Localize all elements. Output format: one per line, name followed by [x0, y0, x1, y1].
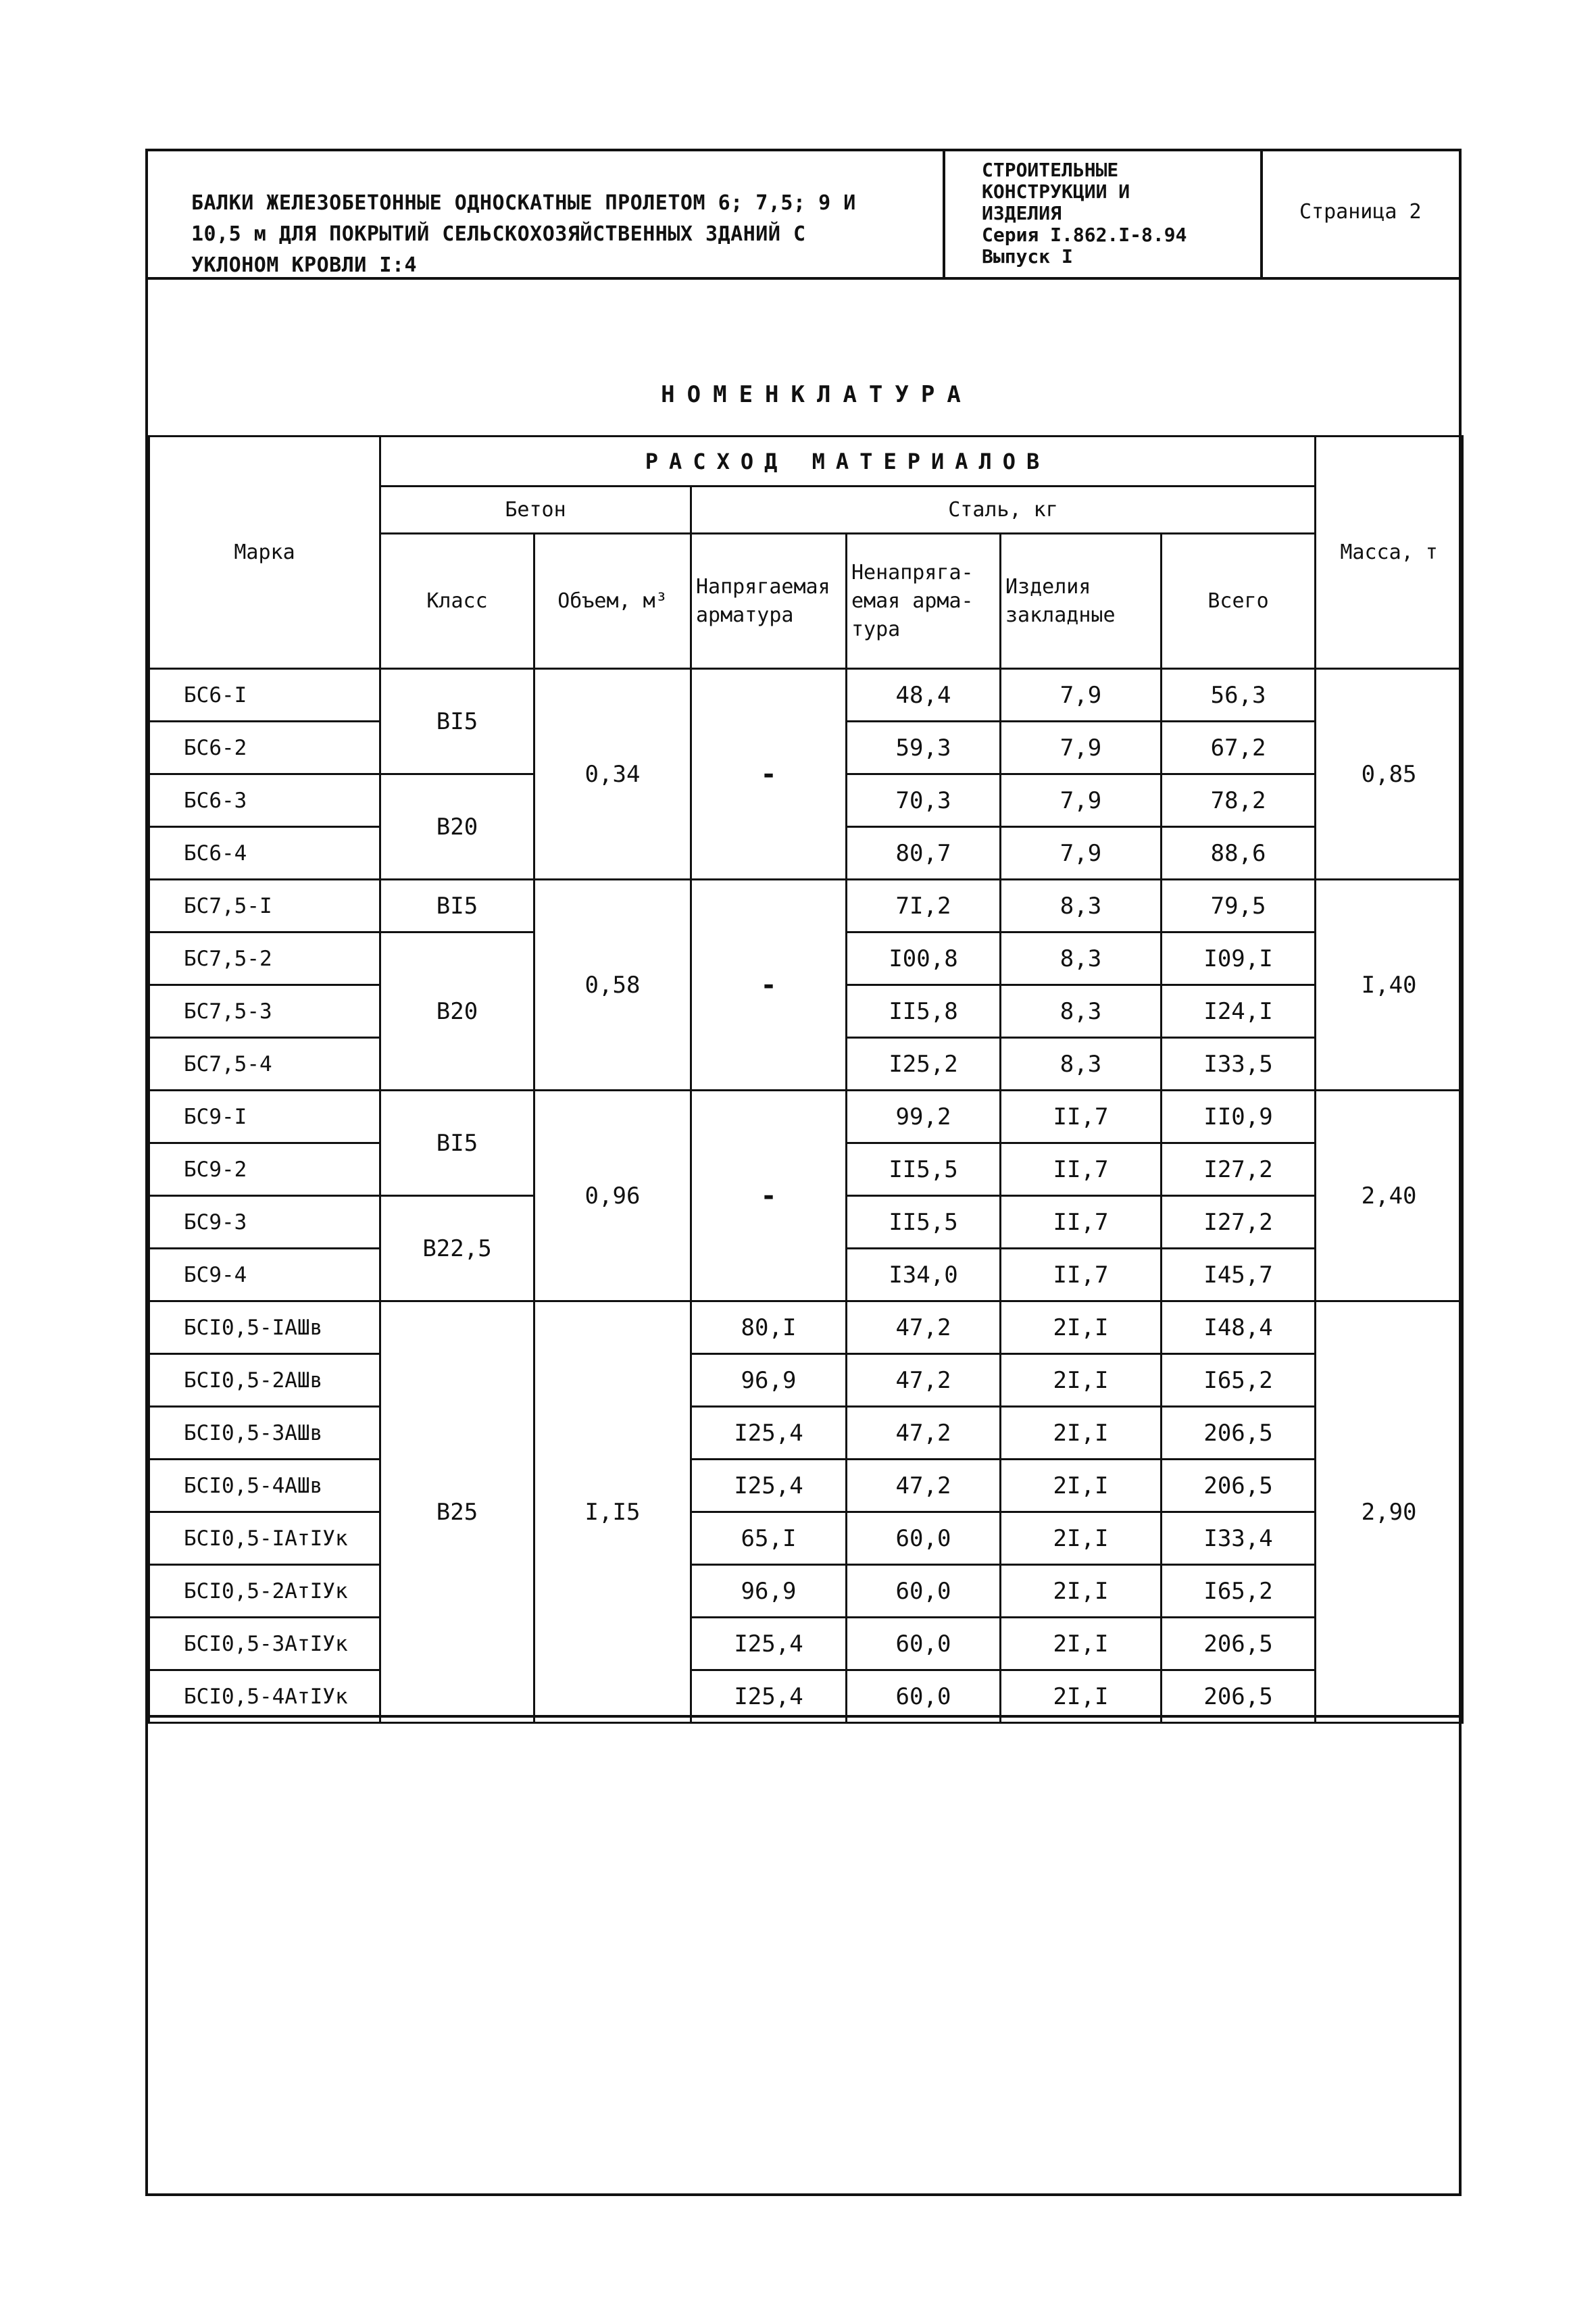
cell-embedded: 8,3: [1001, 880, 1162, 932]
table-row: [149, 1407, 1463, 1460]
cell-class: B20: [380, 774, 534, 880]
cell-total: I65,2: [1162, 1354, 1316, 1407]
cell-total: I33,5: [1162, 1038, 1316, 1091]
cell-embedded: II,7: [1001, 1091, 1162, 1143]
cell-embedded: 8,3: [1001, 932, 1162, 985]
cell-nonprestressed: 47,2: [847, 1407, 1001, 1460]
cell-nonprestressed: I34,0: [847, 1249, 1001, 1301]
cell-mark: БСI0,5-2АШв: [149, 1354, 380, 1407]
cell-embedded: 2I,I: [1001, 1460, 1162, 1512]
cell-mark: БС6-2: [149, 722, 380, 774]
cell-class: BI5: [380, 880, 534, 932]
cell-mark: БС9-3: [149, 1196, 380, 1249]
col-consumption: РАСХОД МАТЕРИАЛОВ: [380, 437, 1316, 487]
table-row: [149, 1460, 1463, 1512]
col-total: Всего: [1162, 534, 1316, 669]
series-line: КОНСТРУКЦИИ И: [982, 180, 1130, 203]
cell-total: 67,2: [1162, 722, 1316, 774]
cell-mass: 2,40: [1316, 1091, 1463, 1301]
cell-embedded: 2I,I: [1001, 1618, 1162, 1670]
cell-nonprestressed: 7I,2: [847, 880, 1001, 932]
cell-embedded: 2I,I: [1001, 1407, 1162, 1460]
cell-nonprestressed: 60,0: [847, 1670, 1001, 1723]
cell-mark: БС9-2: [149, 1143, 380, 1196]
cell-nonprestressed: 60,0: [847, 1565, 1001, 1618]
cell-embedded: 7,9: [1001, 827, 1162, 880]
series-line: Серия I.862.I-8.94: [982, 224, 1187, 246]
cell-total: 206,5: [1162, 1618, 1316, 1670]
cell-mark: БСI0,5-IАШв: [149, 1301, 380, 1354]
cell-embedded: 7,9: [1001, 669, 1162, 722]
series-line: СТРОИТЕЛЬНЫЕ: [982, 159, 1119, 181]
cell-embedded: 7,9: [1001, 722, 1162, 774]
cell-mark: БСI0,5-4АтIУк: [149, 1670, 380, 1723]
cell-total: II0,9: [1162, 1091, 1316, 1143]
cell-nonprestressed: 80,7: [847, 827, 1001, 880]
cell-mark: БС7,5-I: [149, 880, 380, 932]
cell-volume: 0,58: [534, 880, 691, 1091]
cell-prestressed: I25,4: [691, 1407, 847, 1460]
cell-total: 206,5: [1162, 1670, 1316, 1723]
col-mark: Марка: [149, 437, 380, 669]
cell-mass: 2,90: [1316, 1301, 1463, 1723]
title-line: БАЛКИ ЖЕЛЕЗОБЕТОННЫЕ ОДНОСКАТНЫЕ ПРОЛЕТОМ 6; 7,5; 9 И: [191, 191, 856, 215]
section-heading: НОМЕНКЛАТУРА: [661, 381, 973, 408]
cell-nonprestressed: 60,0: [847, 1512, 1001, 1565]
series-line: Выпуск I: [982, 245, 1073, 268]
cell-prestressed: 80,I: [691, 1301, 847, 1354]
table-row: [149, 1565, 1463, 1618]
cell-embedded: II,7: [1001, 1249, 1162, 1301]
cell-prestressed: 96,9: [691, 1354, 847, 1407]
series-block: [945, 151, 1263, 277]
cell-class: BI5: [380, 669, 534, 774]
cell-embedded: 2I,I: [1001, 1670, 1162, 1723]
table-bottom-rule: [148, 1715, 1459, 1718]
cell-embedded: 2I,I: [1001, 1512, 1162, 1565]
cell-volume: 0,34: [534, 669, 691, 880]
title-block: [148, 151, 1459, 280]
col-prestressed: Напрягаемая арматура: [691, 534, 847, 669]
col-embedded: Изделия закладные: [1001, 534, 1162, 669]
cell-total: I48,4: [1162, 1301, 1316, 1354]
cell-mark: БС9-4: [149, 1249, 380, 1301]
cell-total: I65,2: [1162, 1565, 1316, 1618]
cell-nonprestressed: 47,2: [847, 1354, 1001, 1407]
cell-mark: БС6-4: [149, 827, 380, 880]
table-row: [149, 1091, 1463, 1143]
cell-nonprestressed: II5,5: [847, 1143, 1001, 1196]
cell-mark: БСI0,5-3АтIУк: [149, 1618, 380, 1670]
col-class: Класс: [380, 534, 534, 669]
cell-class: BI5: [380, 1091, 534, 1196]
cell-nonprestressed: II5,8: [847, 985, 1001, 1038]
cell-embedded: 8,3: [1001, 985, 1162, 1038]
table-row: [149, 1618, 1463, 1670]
cell-nonprestressed: 47,2: [847, 1301, 1001, 1354]
cell-total: 206,5: [1162, 1407, 1316, 1460]
cell-embedded: II,7: [1001, 1143, 1162, 1196]
cell-total: 78,2: [1162, 774, 1316, 827]
cell-nonprestressed: I25,2: [847, 1038, 1001, 1091]
cell-mark: БСI0,5-2АтIУк: [149, 1565, 380, 1618]
cell-mark: БС6-I: [149, 669, 380, 722]
cell-prestressed: -: [691, 669, 847, 880]
cell-mark: БС9-I: [149, 1091, 380, 1143]
cell-total: I45,7: [1162, 1249, 1316, 1301]
cell-mark: БСI0,5-IАтIУк: [149, 1512, 380, 1565]
cell-embedded: 2I,I: [1001, 1301, 1162, 1354]
cell-nonprestressed: II5,5: [847, 1196, 1001, 1249]
col-mass: Масса, т: [1316, 437, 1463, 669]
col-nonprestressed: Ненапряга-емая арма-тура: [847, 534, 1001, 669]
col-concrete: Бетон: [380, 487, 691, 534]
table-row: [149, 669, 1463, 722]
cell-nonprestressed: 59,3: [847, 722, 1001, 774]
cell-embedded: II,7: [1001, 1196, 1162, 1249]
cell-nonprestressed: 70,3: [847, 774, 1001, 827]
cell-prestressed: -: [691, 1091, 847, 1301]
cell-prestressed: 65,I: [691, 1512, 847, 1565]
cell-mark: БС6-3: [149, 774, 380, 827]
cell-total: I33,4: [1162, 1512, 1316, 1565]
cell-total: I27,2: [1162, 1143, 1316, 1196]
cell-mark: БС7,5-4: [149, 1038, 380, 1091]
cell-nonprestressed: 48,4: [847, 669, 1001, 722]
cell-prestressed: I25,4: [691, 1460, 847, 1512]
cell-mass: I,40: [1316, 880, 1463, 1091]
cell-total: I09,I: [1162, 932, 1316, 985]
table-row: [149, 1354, 1463, 1407]
document-sheet: [145, 149, 1462, 2196]
title-line: УКЛОНОМ КРОВЛИ I:4: [191, 253, 418, 277]
col-volume: Объем, м³: [534, 534, 691, 669]
cell-embedded: 2I,I: [1001, 1565, 1162, 1618]
cell-nonprestressed: I00,8: [847, 932, 1001, 985]
cell-total: I27,2: [1162, 1196, 1316, 1249]
cell-class: B20: [380, 932, 534, 1091]
cell-class: B25: [380, 1301, 534, 1723]
cell-embedded: 2I,I: [1001, 1354, 1162, 1407]
cell-mark: БСI0,5-3АШв: [149, 1407, 380, 1460]
table-row: [149, 880, 1463, 932]
cell-mass: 0,85: [1316, 669, 1463, 880]
cell-prestressed: -: [691, 880, 847, 1091]
cell-volume: I,I5: [534, 1301, 691, 1723]
nomenclature-table: [148, 435, 1464, 1724]
title-line: 10,5 м ДЛЯ ПОКРЫТИЙ СЕЛЬСКОХОЗЯЙСТВЕННЫХ ЗДАНИЙ С: [191, 222, 806, 246]
cell-total: 206,5: [1162, 1460, 1316, 1512]
table-row: [149, 1512, 1463, 1565]
cell-mark: БС7,5-2: [149, 932, 380, 985]
cell-mark: БС7,5-3: [149, 985, 380, 1038]
cell-embedded: 8,3: [1001, 1038, 1162, 1091]
cell-mark: БСI0,5-4АШв: [149, 1460, 380, 1512]
table-body: [149, 669, 1463, 1723]
cell-nonprestressed: 47,2: [847, 1460, 1001, 1512]
cell-volume: 0,96: [534, 1091, 691, 1301]
cell-total: 56,3: [1162, 669, 1316, 722]
cell-nonprestressed: 60,0: [847, 1618, 1001, 1670]
cell-prestressed: I25,4: [691, 1670, 847, 1723]
document-title: [148, 151, 945, 277]
page-number: Страница 2: [1299, 200, 1422, 224]
cell-prestressed: 96,9: [691, 1565, 847, 1618]
cell-total: 79,5: [1162, 880, 1316, 932]
cell-embedded: 7,9: [1001, 774, 1162, 827]
series-line: ИЗДЕЛИЯ: [982, 202, 1062, 224]
cell-class: B22,5: [380, 1196, 534, 1301]
cell-nonprestressed: 99,2: [847, 1091, 1001, 1143]
table-row: [149, 1301, 1463, 1354]
cell-prestressed: I25,4: [691, 1618, 847, 1670]
cell-total: I24,I: [1162, 985, 1316, 1038]
cell-total: 88,6: [1162, 827, 1316, 880]
col-steel: Сталь, кг: [691, 487, 1316, 534]
